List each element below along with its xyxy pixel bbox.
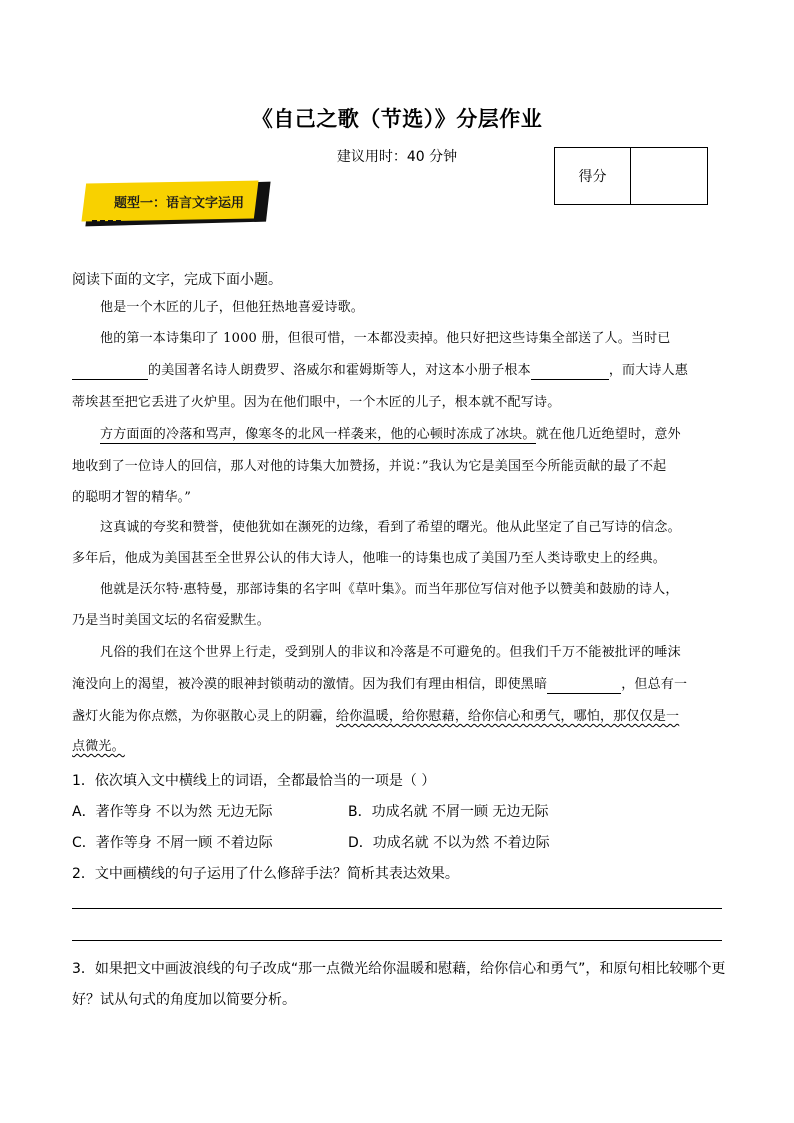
passage-p2-text: 的美国著名诗人朗费罗、洛威尔和霍姆斯等人，对这本小册子根本 — [148, 363, 531, 378]
wavy-sentence-end: 点微光。 — [72, 739, 125, 754]
passage-p6-line2 — [72, 676, 722, 694]
fill-blank-3[interactable] — [547, 679, 621, 694]
passage-p3-line2: 地收到了一位诗人的回信，那人对他的诗集大加赞扬，并说：”我认为它是美国至今所能贡献的最了不起 — [72, 459, 667, 474]
passage-p6-tail: ，但总有一 — [621, 677, 688, 692]
passage-p2-line2 — [72, 362, 722, 380]
passage-p4-line2: 多年后，他成为美国甚至全世界公认的伟大诗人，他唯一的诗集也成了美国乃至人类诗歌史上的经典。 — [72, 551, 667, 566]
underlined-sentence: 方方面面的冷落和骂声，像寒冬的北风一样袭来，他的心顿时冻成了冰块。 — [100, 427, 536, 442]
answer-line-1[interactable] — [72, 908, 722, 909]
passage-p5-line2: 乃是当时美国文坛的名宿爱默生。 — [72, 613, 271, 628]
option-d[interactable]: D．功成名就 不以为然 不着边际 — [348, 835, 550, 851]
passage-p3-rest: 就在他几近绝望时，意外 — [535, 427, 681, 442]
passage-p6-text: 淹没向上的渴望，被冷漠的眼神封锁萌动的激情。因为我们有理由相信，即使黑暗 — [72, 677, 548, 692]
passage-p6-line1: 凡俗的我们在这个世界上行走，受到别人的非议和冷落是不可避免的。但我们千万不能被批评的唾沫 — [100, 645, 681, 660]
option-b[interactable]: B．功成名就 不屑一顾 无边无际 — [348, 804, 549, 820]
question-1: 1．依次填入文中横线上的词语，全都最恰当的一项是（ ） — [72, 773, 436, 789]
passage-p2-tail: ，而大诗人惠 — [608, 363, 689, 378]
section-title: 题型一：语言文字运用 — [114, 196, 245, 211]
option-c[interactable]: C．著作等身 不屑一顾 不着边际 — [72, 835, 273, 851]
question-3-line1: 3．如果把文中画波浪线的句子改成“那一点微光给你温暖和慰藉，给你信心和勇气”，和原句相比较哪个更 — [72, 961, 726, 977]
fill-blank-2[interactable] — [531, 365, 609, 380]
question-2: 2．文中画横线的句子运用了什么修辞手法？简析其表达效果。 — [72, 866, 459, 882]
passage-p2-line1: 他的第一本诗集印了 1000 册，但很可惜，一本都没卖掉。他只好把这些诗集全部送了人。当时已 — [100, 331, 671, 346]
passage-p3-line3: 的聪明才智的精华。” — [72, 490, 192, 505]
suggested-time: 建议用时：40 分钟 — [336, 149, 458, 165]
wavy-sentence: 给你温暖，给你慰藉，给你信心和勇气，哪怕，那仅仅是一 — [336, 709, 680, 724]
passage-p1: 他是一个木匠的儿子，但他狂热地喜爱诗歌。 — [100, 300, 365, 315]
page-title: 《自己之歌（节选）》分层作业 — [251, 107, 543, 131]
intro-text: 阅读下面的文字，完成下面小题。 — [72, 272, 282, 288]
option-a[interactable]: A．著作等身 不以为然 无边无际 — [72, 804, 273, 820]
fill-blank-1[interactable] — [72, 365, 148, 380]
question-3-line2: 好？试从句式的角度加以简要分析。 — [72, 992, 296, 1008]
passage-p2-line3: 蒂埃甚至把它丢进了火炉里。因为在他们眼中，一个木匠的儿子，根本就不配写诗。 — [72, 395, 561, 410]
passage-p6-line3-text: 盏灯火能为你点燃，为你驱散心灵上的阴霾， — [72, 709, 337, 724]
passage-p6-line3 — [72, 708, 722, 726]
answer-line-2[interactable] — [72, 940, 722, 941]
passage-p4-line1: 这真诚的夸奖和赞誉，使他犹如在濒死的边缘，看到了希望的曙光。他从此坚定了自己写诗的信念。 — [100, 520, 681, 535]
passage-p3-line1 — [72, 426, 750, 444]
passage-p5-line1: 他就是沃尔特·惠特曼，那部诗集的名字叫《草叶集》。而当年那位写信对他予以赞美和鼓励的诗人， — [100, 582, 679, 597]
score-box — [554, 147, 708, 205]
passage-p6-line4 — [72, 738, 722, 756]
banner-dots — [92, 220, 121, 223]
score-label: 得分 — [555, 148, 631, 204]
section-banner — [88, 180, 270, 228]
score-field[interactable] — [631, 148, 707, 204]
